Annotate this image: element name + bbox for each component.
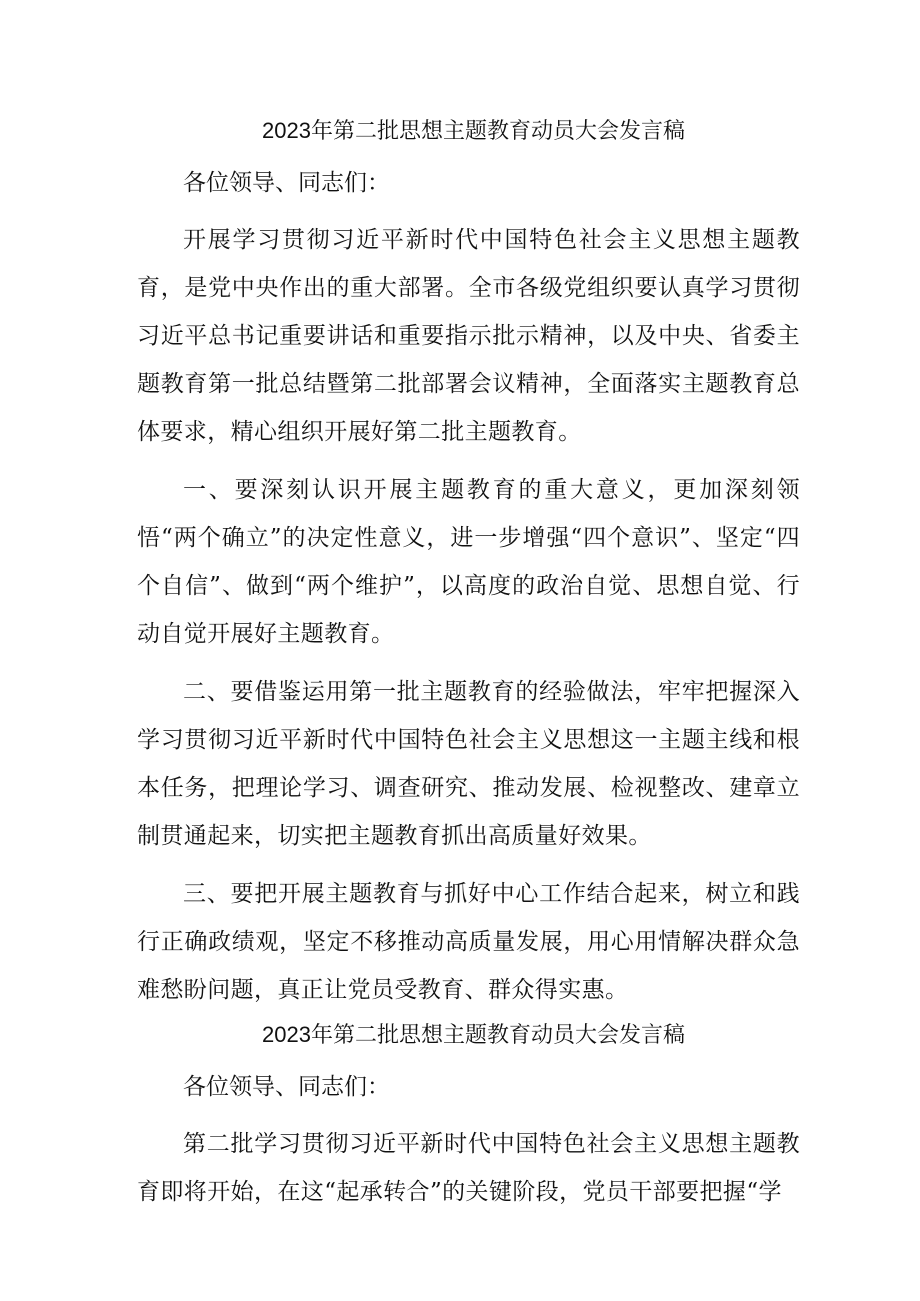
paragraph-point-2: 二、要借鉴运用第一批主题教育的经验做法，牢牢把握深入学习贯彻习近平新时代中国特色社会主义思想这一主题主线和根本任务，把理论学习、调查研究、推动发展、检视整改、建章立制贯通起来，切实把主题教育抓出高质量好效果。 bbox=[137, 679, 800, 849]
document-title-2: 2023年第二批思想主题教育动员大会发言稿 bbox=[262, 1022, 685, 1047]
greeting: 各位领导、同志们： bbox=[183, 170, 390, 196]
greeting-2: 各位领导、同志们： bbox=[183, 1074, 390, 1100]
speech-section-2 bbox=[137, 1018, 800, 1216]
paragraph-point-3: 三、要把开展主题教育与抓好中心工作结合起来，树立和践行正确政绩观，坚定不移推动高质量发展，用心用情解决群众急难愁盼问题，真正让党员受教育、群众得实惠。 bbox=[137, 881, 800, 1003]
paragraph-point-1: 一、要深刻认识开展主题教育的重大意义，更加深刻领悟“两个确立”的决定性意义，进一步增强“四个意识”、坚定“四个自信”、做到“两个维护”，以高度的政治自觉、思想自觉、行动自觉开展好主题教育。 bbox=[137, 477, 800, 647]
document-title: 2023年第二批思想主题教育动员大会发言稿 bbox=[262, 118, 685, 143]
paragraph-intro: 开展学习贯彻习近平新时代中国特色社会主义思想主题教育，是党中央作出的重大部署。全市各级党组织要认真学习贯彻习近平总书记重要讲话和重要指示批示精神，以及中央、省委主题教育第一批总结暨第二批部署会议精神，全面落实主题教育总体要求，精心组织开展好第二批主题教育。 bbox=[137, 227, 800, 445]
speech-section-1 bbox=[137, 114, 800, 1014]
paragraph-intro-2: 第二批学习贯彻习近平新时代中国特色社会主义思想主题教育即将开始，在这“起承转合”的关键阶段，党员干部要把握“学 bbox=[137, 1131, 800, 1205]
